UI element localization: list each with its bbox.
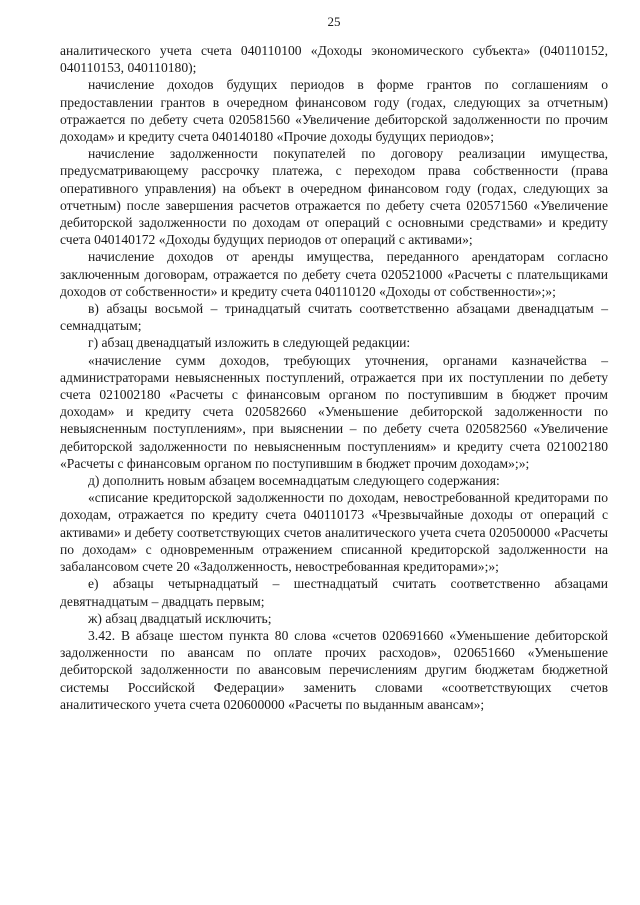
paragraph-writeoff: «списание кредиторской задолженности по доходам, невостребованной кредиторами по доходам, отражается по кредиту счета 040110173 «Чрезвычайные доходы от операций с активами» и дебету соответствующих счетов аналитического учета счета 020500000 «Расчеты по доходам» с одновременным отражением списанной кредиторской задолженности на забалансовом счете 20 «Задолженность, невостребованная кредиторами»;»; [60, 490, 608, 575]
paragraph-continuation: аналитического учета счета 040110100 «Доходы экономического субъекта» (040110152, 040110153, 040110180); [60, 43, 608, 76]
paragraph-item-e: е) абзацы четырнадцатый – шестнадцатый считать соответственно абзацами девятнадцатым – двадцать первым; [60, 576, 608, 609]
paragraph-section-3-42: 3.42. В абзаце шестом пункта 80 слова «счетов 020691660 «Уменьшение дебиторской задолженности по авансам по оплате прочих расходов», 020651660 «Уменьшение дебиторской задолженности по авансовым перечислениям другим бюджетам бюджетной системы Российской Федерации» заменить словами «соответствующих счетов аналитического учета счета 020600000 «Расчеты по выданным авансам»; [60, 627, 608, 712]
document-body [60, 42, 608, 713]
paragraph-grants: начисление доходов будущих периодов в форме грантов по соглашениям о предоставлении грантов в очередном финансовом году (годах, следующих за отчетным) отражается по дебету счета 020581560 «Увеличение дебиторской задолженности по прочим доходам» и кредиту счета 040140180 «Прочие доходы будущих периодов»; [60, 77, 608, 145]
paragraph-item-zh: ж) абзац двадцатый исключить; [88, 610, 272, 626]
paragraph-item-v: в) абзацы восьмой – тринадцатый считать соответственно абзацами двенадцатым – семнадцатым; [60, 301, 608, 334]
paragraph-rent-income: начисление доходов от аренды имущества, переданного арендаторам согласно заключенным договорам, отражается по дебету счета 020521000 «Расчеты с плательщиками доходов от собственности» и кредиту счета 040110120 «Доходы от собственности»;»; [60, 249, 608, 299]
paragraph-unclear-receipts: «начисление сумм доходов, требующих уточнения, органами казначейства – администраторами невыясненных поступлений, отражается при их поступлении по дебету счета 021002180 «Расчеты с финансовым органом по поступившим в бюджет прочим доходам» и кредиту счета 020582660 «Уменьшение дебиторской задолженности по невыясненным поступлениям», при выяснении – по дебету счета 020582560 «Увеличение дебиторской задолженности по невыясненным поступлениям» и кредиту счета 021002180 «Расчеты с финансовым органом по поступившим в бюджет прочим доходам»;»; [60, 352, 608, 471]
page-number: 25 [327, 14, 341, 29]
paragraph-item-d: д) дополнить новым абзацем восемнадцатым следующего содержания: [88, 473, 500, 489]
paragraph-installment-sale: начисление задолженности покупателей по договору реализации имущества, предусматривающему рассрочку платежа, с переходом права собственности (права оперативного управления) на объект в очередном финансовом году (годах, следующих за отчетным) после завершения расчетов отражается по дебету счета 020571560 «Увеличение дебиторской задолженности по доходам от операций с основными средствами» и кредиту счета 040140172 «Доходы будущих периодов от операций с активами»; [60, 146, 608, 248]
paragraph-item-g: г) абзац двенадцатый изложить в следующей редакции: [88, 335, 411, 351]
